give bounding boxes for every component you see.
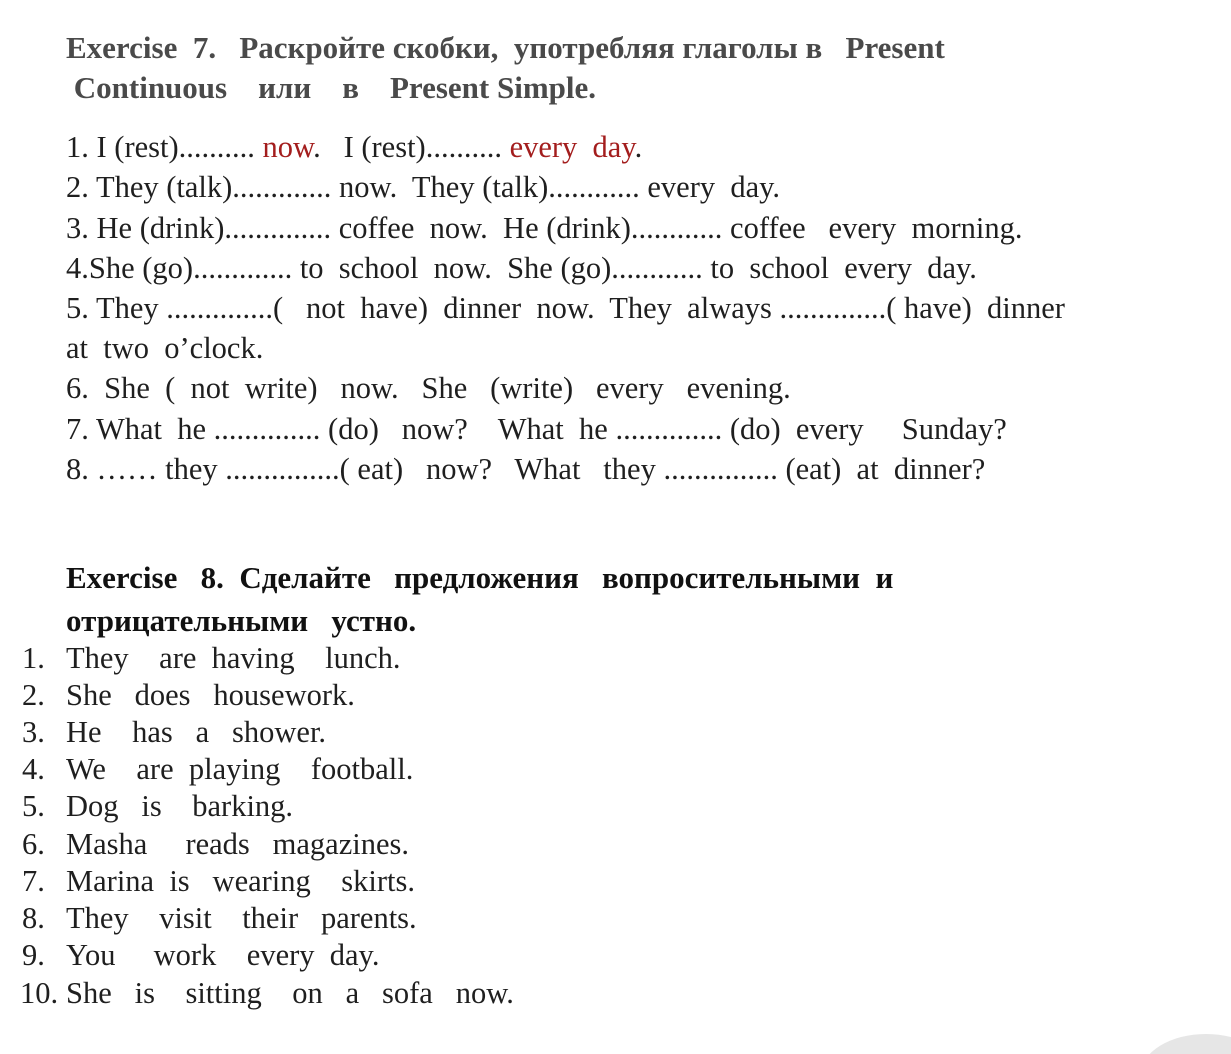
list-item: We are playing football. <box>66 752 414 786</box>
list-item: You work every day. <box>66 938 380 972</box>
line-1-every-day-highlight: every day <box>509 130 635 164</box>
exercise-7-line-5-continued: at two o’clock. <box>66 331 264 365</box>
exercise-7-title-continued: Continuous или в Present Simple. <box>66 70 597 105</box>
exercise-7-line-7: 7. What he .............. (do) now? What he .............. (do) every Sunday? <box>66 412 1007 446</box>
list-item-number: 5. <box>22 789 45 823</box>
exercise-7-title: Exercise 7. Раскройте скобки, употребляя глаголы в Present <box>66 30 945 65</box>
exercise-7-line-5: 5. They ..............( not have) dinner now. They always ..............( have) dinner <box>66 291 1065 325</box>
exercise-7-line-8: 8. …… they ...............( eat) now? What they ............... (eat) at dinner? <box>66 452 986 486</box>
list-item: They visit their parents. <box>66 901 417 935</box>
exercise-7-line-2: 2. They (talk)............. now. They (talk)............ every day. <box>66 170 781 204</box>
list-item-number: 3. <box>22 715 45 749</box>
list-item: She is sitting on a sofa now. <box>66 976 514 1010</box>
exercise-8-title: Exercise 8. Сделайте предложения вопросительными и <box>66 560 894 595</box>
page-corner-decoration <box>1141 1034 1231 1054</box>
list-item-number: 8. <box>22 901 45 935</box>
list-item: Dog is barking. <box>66 789 294 823</box>
list-item-number: 4. <box>22 752 45 786</box>
exercise-8-title-continued: отрицательными устно. <box>66 603 417 638</box>
list-item: Masha reads magazines. <box>66 827 410 861</box>
line-1-part-a: 1. I (rest).......... <box>66 130 263 164</box>
exercise-7-line-4: 4.She (go)............. to school now. She (go)............ to school every day. <box>66 251 977 285</box>
line-1-part-e: . <box>634 130 643 164</box>
line-1-now-highlight: now <box>262 130 314 164</box>
exercise-7-line-3: 3. He (drink).............. coffee now. He (drink)............ coffee every morning. <box>66 211 1023 245</box>
list-item-number: 2. <box>22 678 45 712</box>
list-item: He has a shower. <box>66 715 327 749</box>
list-item-number: 9. <box>22 938 45 972</box>
exercise-7-line-1 <box>66 127 642 167</box>
list-item: She does housework. <box>66 678 355 712</box>
exercise-7-line-6: 6. She ( not write) now. She (write) every evening. <box>66 371 791 405</box>
list-item-number: 1. <box>22 641 45 675</box>
list-item-number: 6. <box>22 827 45 861</box>
list-item-number: 10. <box>20 976 59 1010</box>
list-item-number: 7. <box>22 864 45 898</box>
list-item: They are having lunch. <box>66 641 401 675</box>
list-item: Marina is wearing skirts. <box>66 864 415 898</box>
line-1-part-c: . I (rest).......... <box>313 130 510 164</box>
